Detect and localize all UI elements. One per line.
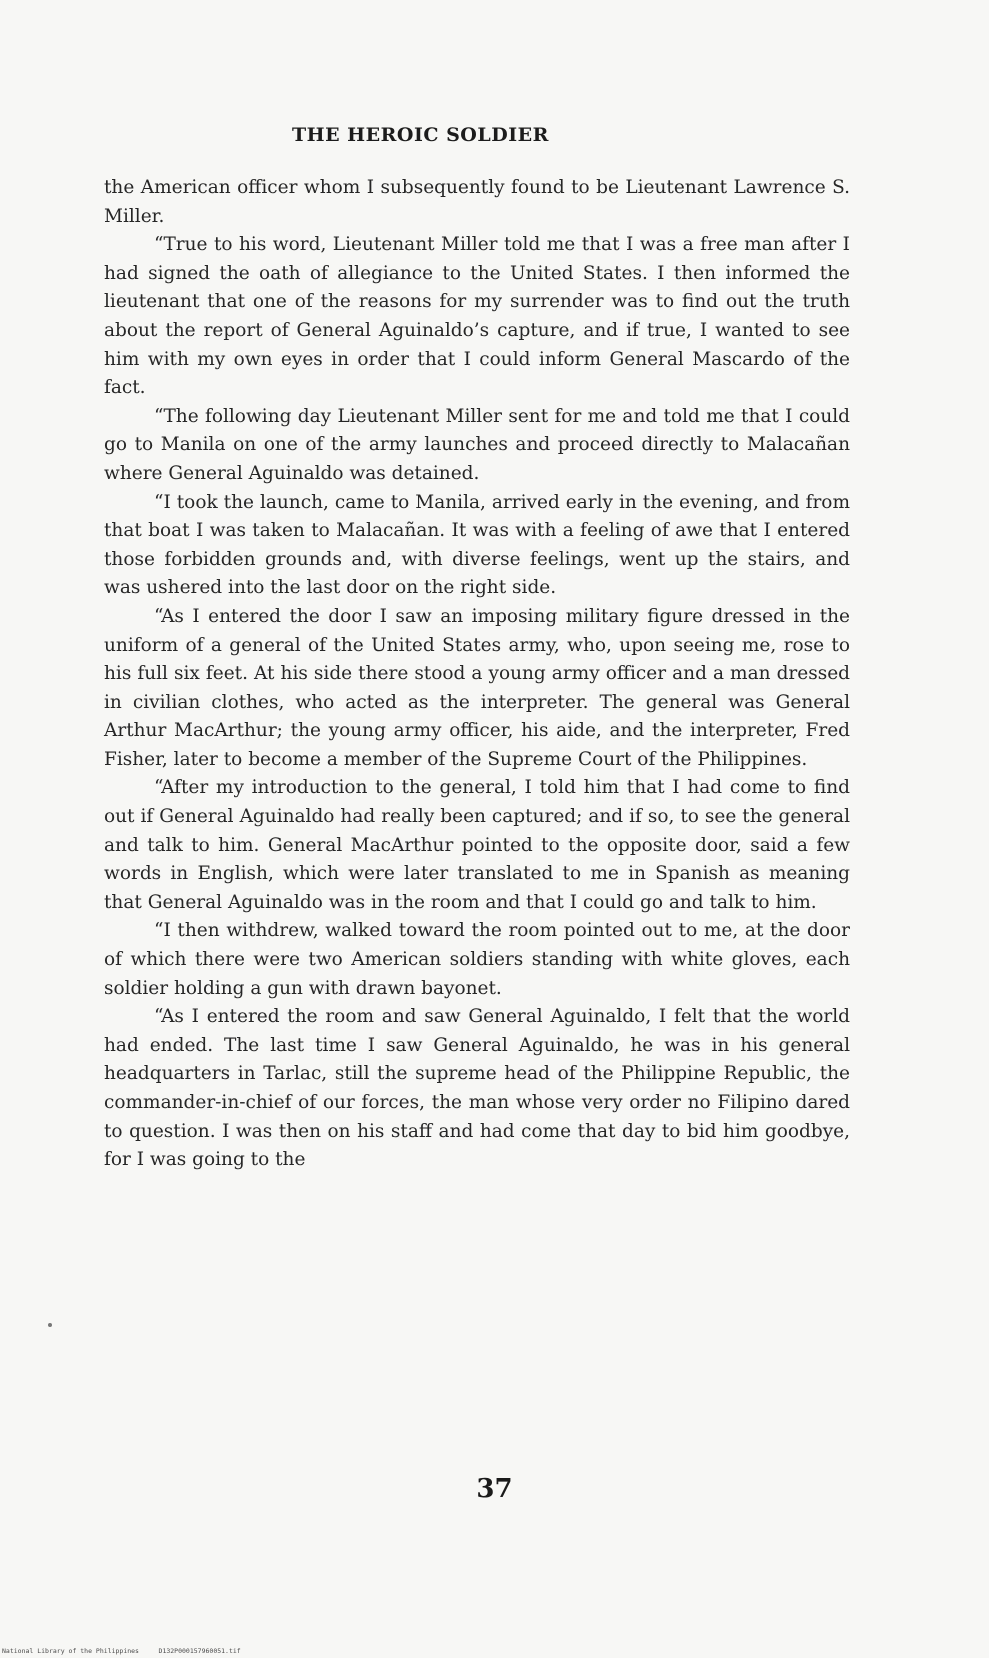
paragraph: “I took the launch, came to Manila, arrived early in the evening, and from that boat I was taken to Malacañan. It was with a feeling of awe that I entered those forbidden grounds and, with diverse feelings, went up the stairs, and was ushered into the last door on the right side. [104,491,850,599]
paragraph: “As I entered the door I saw an imposing military figure dressed in the uniform of a general of the United States army, who, upon seeing me, rose to his full six feet. At his side there stood a young army officer and a man dressed in civilian clothes, who acted as the interpreter. The general was General Arthur MacArthur; the young army officer, his aide, and the interpreter, Fred Fisher, later to become a member of the Supreme Court of the Philippines. [104,605,850,770]
paragraph: “As I entered the room and saw General Aguinaldo, I felt that the world had ended. The last time I saw General Aguinaldo, he was in his general headquarters in Tarlac, still the supreme head of the Philippine Republic, the commander-in-chief of our forces, the man whose very order no Filipino dared to question. I was then on his staff and had come that day to bid him goodbye, for I was going to the [104,1006,850,1171]
running-head: THE HEROIC SOLDIER [292,124,549,146]
page-number: 37 [476,1474,513,1504]
paragraph: “After my introduction to the general, I told him that I had come to find out if General Aguinaldo had really been captured; and if so, to see the general and talk to him. General MacArthur pointed to the opposite door, said a few words in English, which were later translated to me in Spanish as meaning that General Aguinaldo was in the room and that I could go and talk to him. [104,777,850,913]
paragraph: the American officer whom I subsequently found to be Lieutenant Lawrence S. Miller. [104,177,850,227]
scan-footer: National Library of the Philippines D132P000157960051.tif [2,1647,241,1655]
paragraph: “I then withdrew, walked toward the room pointed out to me, at the door of which there were two American soldiers standing with white gloves, each soldier holding a gun with drawn bayonet. [104,920,850,999]
paragraph: “True to his word, Lieutenant Miller told me that I was a free man after I had signed the oath of allegiance to the United States. I then informed the lieutenant that one of the reasons for my surrender was to find out the truth about the report of General Aguinaldo’s capture, and if true, I wanted to see him with my own eyes in order that I could inform General Mascardo of the fact. [104,234,850,399]
paragraph: “The following day Lieutenant Miller sent for me and told me that I could go to Manila on one of the army launches and proceed directly to Malacañan where General Aguinaldo was detained. [104,405,850,484]
body-text [104,174,850,1175]
scan-speck [48,1323,52,1327]
